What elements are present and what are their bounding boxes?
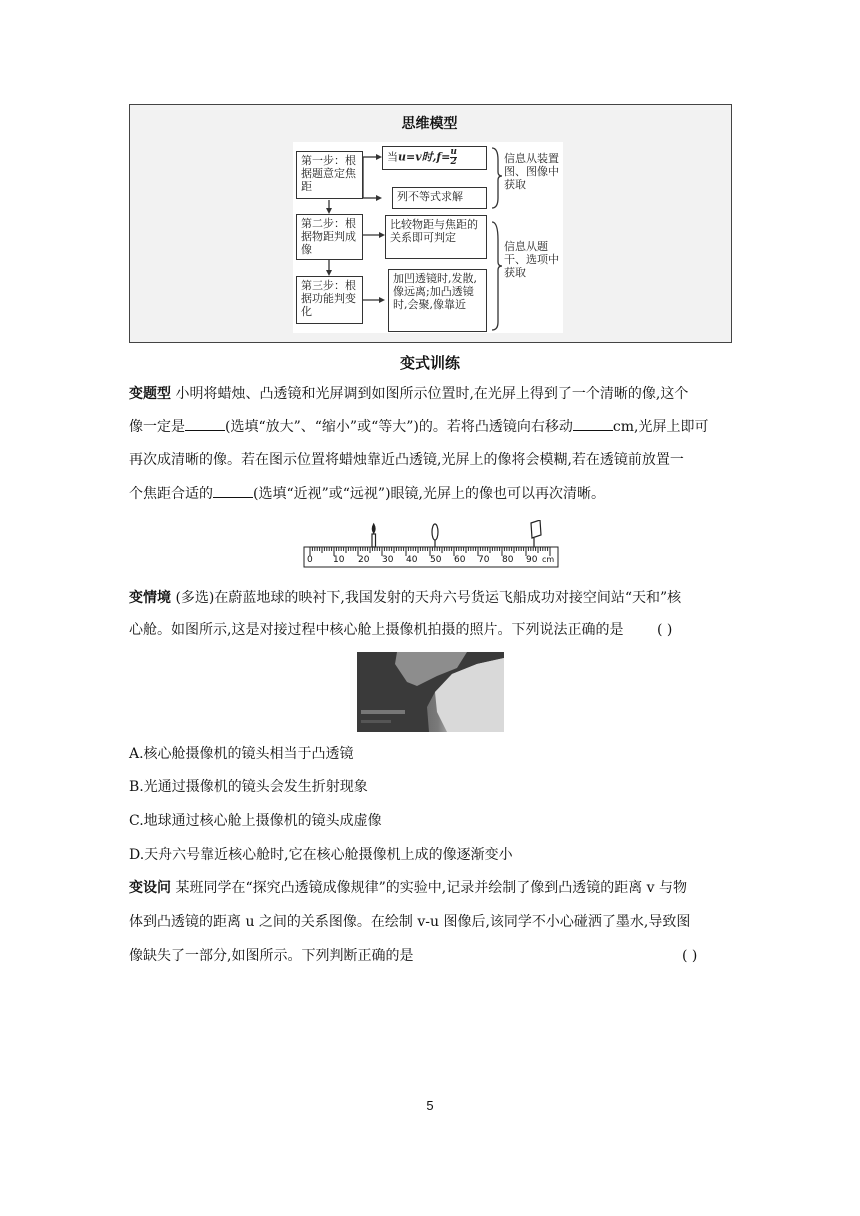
ruler-label: 70 [478, 555, 490, 565]
ruler-label: 80 [502, 555, 514, 565]
ruler-label: 10 [333, 555, 345, 565]
answer-blank-1[interactable] [185, 416, 225, 431]
ruler-label: 60 [454, 555, 466, 565]
ruler-unit: cm [542, 555, 555, 564]
option-a[interactable]: A.核心舱摄像机的镜头相当于凸透镜 [129, 746, 354, 762]
q1-text-2a: 像一定是 [129, 419, 185, 435]
candle-icon [372, 524, 376, 547]
ruler-label: 50 [430, 555, 442, 565]
step3-lens-box: 加凹透镜时,发散,像远离;加凸透镜时,会聚,像靠近 [388, 269, 487, 332]
answer-blank-3[interactable] [213, 483, 253, 498]
q1-line-3: 再次成清晰的像。若在图示位置将蜡烛靠近凸透镜,光屏上的像将会模糊,若在透镜前放置一 [129, 452, 684, 468]
ruler-labels [302, 555, 562, 567]
q1-text-2b: (选填“放大”、“缩小”或“等大”)的。若将凸透镜向右移动 [225, 419, 573, 435]
q1-line-1 [129, 384, 688, 404]
q1-text-4b: (选填“近视”或“远视”)眼镜,光屏上的像也可以再次清晰。 [253, 486, 606, 502]
q1-line-4 [129, 483, 605, 504]
step3-box: 第三步：根据功能判变化 [296, 276, 363, 324]
step1-box: 第一步：根据题意定焦距 [296, 151, 363, 199]
info-box-1: 信息从装置图、图像中获取 [504, 152, 559, 191]
q2-line-2: 心舱。如图所示,这是对接过程中核心舱上摄像机拍摄的照片。下列说法正确的是 [129, 622, 624, 638]
q3-line-1 [129, 878, 687, 898]
step1-condition-prefix: 当 [387, 150, 398, 164]
q1-text-1: 小明将蜡烛、凸透镜和光屏调到如图所示位置时,在光屏上得到了一个清晰的像,这个 [175, 386, 689, 402]
q3-line-3: 像缺失了一部分,如图所示。下列判断正确的是 [129, 948, 414, 964]
option-b[interactable]: B.光通过摄像机的镜头会发生折射现象 [129, 779, 368, 795]
fraction-denominator: 2 [450, 157, 457, 167]
convex-lens-icon [432, 524, 438, 547]
light-screen-icon [531, 520, 541, 547]
step2-box: 第二步：根据物距判成像 [296, 214, 363, 260]
option-c[interactable]: C.地球通过核心舱上摄像机的镜头成虚像 [129, 813, 382, 829]
docking-photo-detail [357, 652, 504, 732]
docking-photo [357, 652, 504, 732]
answer-blank-2[interactable] [573, 416, 613, 431]
page-number: 5 [426, 1098, 434, 1113]
ruler-label: 20 [358, 555, 370, 565]
section-title: 变式训练 [399, 354, 460, 372]
q3-answer-paren: ( ) [682, 948, 698, 964]
q2-label: 变情境 [129, 590, 171, 606]
q3-label: 变设问 [129, 880, 171, 896]
q1-line-2 [129, 416, 708, 437]
step1-inequality-box: 列不等式求解 [392, 187, 487, 209]
q3-text-1: 某班同学在“探究凸透镜成像规律”的实验中,记录并绘制了像到凸透镜的距离 v 与物 [175, 880, 688, 896]
info-box-2: 信息从题干、选项中获取 [504, 240, 559, 279]
fraction-numerator: u [450, 147, 457, 157]
q1-text-4a: 个焦距合适的 [129, 486, 213, 502]
model-title: 思维模型 [401, 116, 458, 132]
q2-text-1: (多选)在蔚蓝地球的映衬下,我国发射的天舟六号货运飞船成功对接空间站“天和”核 [175, 590, 682, 606]
option-d[interactable]: D.天舟六号靠近核心舱时,它在核心舱摄像机上成的像逐渐变小 [129, 847, 513, 863]
ruler-label: 30 [382, 555, 394, 565]
step1-condition-box [382, 146, 487, 170]
step1-condition-formula: u=v时,f= [398, 150, 451, 164]
ruler-label: 40 [406, 555, 418, 565]
q3-line-2: 体到凸透镜的距离 u 之间的关系图像。在绘制 v-u 图像后,该同学不小心碰洒了墨水,导致图 [129, 914, 691, 930]
q2-line-1 [129, 588, 681, 608]
ruler-label: 0 [307, 555, 313, 565]
ruler-label: 90 [526, 555, 538, 565]
fraction [450, 148, 457, 167]
q2-answer-paren: ( ) [657, 622, 673, 638]
q1-label: 变题型 [129, 386, 171, 402]
q1-text-2c: cm,光屏上即可 [612, 419, 709, 435]
step2-compare-box: 比较物距与焦距的关系即可判定 [385, 215, 487, 259]
